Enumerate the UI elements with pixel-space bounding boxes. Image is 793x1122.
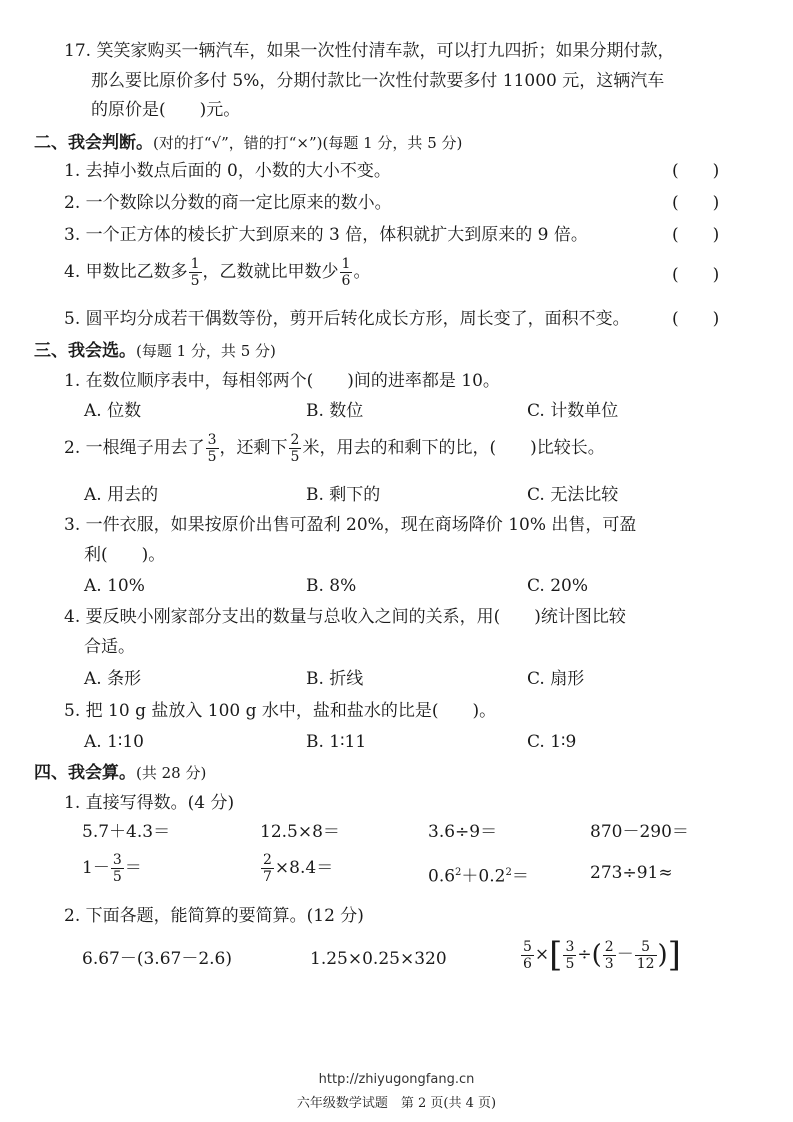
- section-4-note: (共 28 分): [136, 764, 207, 782]
- judge-answer-4[interactable]: ( ): [672, 265, 720, 285]
- left-paren: (: [591, 940, 602, 970]
- choice-q2-option-b[interactable]: B. 剩下的: [306, 485, 381, 505]
- section-3-note: (每题 1 分，共 5 分): [136, 342, 276, 360]
- calc-expr-3: $\frac{5}{6}$ ×[ $\frac{3}{5}$ ÷( $\frac{2}{3}$ － $\frac{5}{12}$ )]: [523, 935, 681, 975]
- judge-item-4-end: 。: [353, 262, 371, 282]
- fraction-two-thirds: $\frac{2}{3}$: [604, 938, 614, 972]
- judge-item-5: 5. 圆平均分成若干偶数等份，剪开后转化成长方形，周长变了，面积不变。: [64, 309, 630, 329]
- choice-q1-option-a[interactable]: A. 位数: [84, 401, 142, 421]
- judge-item-4-start: 4. 甲数比乙数多: [64, 262, 188, 282]
- calc-expr-2: 1.25×0.25×320: [310, 949, 447, 969]
- judge-answer-3[interactable]: ( ): [672, 225, 720, 245]
- calc-expr-1: 6.67－(3.67－2.6): [82, 949, 233, 969]
- choice-q2-option-a[interactable]: A. 用去的: [84, 485, 159, 505]
- judge-item-4: [64, 256, 370, 289]
- choice-q4-option-b[interactable]: B. 折线: [306, 669, 364, 689]
- calc-r1-c4: 870－290＝: [590, 822, 689, 842]
- choice-q5-option-b[interactable]: B. 1∶11: [306, 732, 367, 752]
- calc-part2-title: 2. 下面各题，能简算的要简算。(12 分): [64, 906, 364, 926]
- right-paren: ): [657, 940, 668, 970]
- choice-q4-option-c[interactable]: C. 扇形: [527, 669, 585, 689]
- fraction-five-twelfths: $\frac{5}{12}$: [636, 938, 655, 972]
- choice-q3-option-a[interactable]: A. 10%: [84, 576, 145, 596]
- q17-line2: 那么要比原价多付 5%，分期付款比一次性付款要多付 11000 元，这辆汽车: [91, 71, 665, 91]
- section-2-note: (对的打“√”，错的打“×”)(每题 1 分，共 5 分): [153, 134, 463, 152]
- judge-item-1: 1. 去掉小数点后面的 0，小数的大小不变。: [64, 161, 391, 181]
- choice-q2-stem: 2. 一根绳子用去了 $\frac{3}{5}$ ，还剩下 $\frac{2}{5}$ 米，用去的和剩下的比，( )比较长。: [64, 432, 605, 465]
- left-bracket: [: [549, 935, 563, 975]
- section-4-title: [34, 762, 206, 784]
- fraction-five-sixths: $\frac{5}{6}$: [523, 938, 532, 972]
- fraction-one-fifth: $\frac{1}{5}$: [190, 256, 200, 289]
- calc-part1-title: 1. 直接写得数。(4 分): [64, 793, 235, 813]
- fraction-two-fifths: $\frac{2}{5}$: [290, 432, 300, 465]
- footer-page-number: 六年级数学试题 第 2 页(共 4 页): [296, 1096, 497, 1111]
- choice-q4-line2: 合适。: [84, 637, 135, 657]
- footer-url[interactable]: http://zhiyugongfang.cn: [318, 1072, 475, 1087]
- calc-r2-c1: 1－ $\frac{3}{5}$ ＝: [82, 852, 142, 885]
- choice-q3-option-c[interactable]: C. 20%: [527, 576, 588, 596]
- judge-item-4-mid: ，乙数就比甲数少: [202, 262, 339, 282]
- fraction-two-sevenths: $\frac{2}{7}$: [263, 852, 272, 885]
- fraction-one-sixth: $\frac{1}{6}$: [341, 256, 351, 289]
- fraction-three-fifths: $\frac{3}{5}$: [565, 938, 575, 972]
- choice-q1-option-c[interactable]: C. 计数单位: [527, 401, 619, 421]
- judge-answer-1[interactable]: ( ): [672, 161, 720, 181]
- choice-q3-line2: 利( )。: [84, 545, 166, 565]
- section-2-title: [34, 132, 462, 154]
- calc-r1-c3: 3.6÷9＝: [428, 822, 498, 842]
- choice-q1-stem: 1. 在数位顺序表中，每相邻两个( )间的进率都是 10。: [64, 371, 500, 391]
- section-3-heading: 三、我会选。: [34, 341, 136, 361]
- choice-q5-stem: 5. 把 10 g 盐放入 100 g 水中，盐和盐水的比是( )。: [64, 701, 497, 721]
- choice-q3-option-b[interactable]: B. 8%: [306, 576, 357, 596]
- section-4-heading: 四、我会算。: [34, 763, 136, 783]
- choice-q4-option-a[interactable]: A. 条形: [84, 669, 142, 689]
- choice-q1-option-b[interactable]: B. 数位: [306, 401, 364, 421]
- fraction-three-fifths: $\frac{3}{5}$: [207, 432, 217, 465]
- calc-r2-c3: $0.6^2+0.2^2=$: [428, 866, 529, 887]
- judge-item-3: 3. 一个正方体的棱长扩大到原来的 3 倍，体积就扩大到原来的 9 倍。: [64, 225, 588, 245]
- choice-q2-option-c[interactable]: C. 无法比较: [527, 485, 619, 505]
- calc-r1-c1: 5.7＋4.3＝: [82, 822, 171, 842]
- q17-line3: 的原价是( )元。: [91, 100, 241, 120]
- right-bracket: ]: [667, 935, 681, 975]
- calc-r1-c2: 12.5×8＝: [260, 822, 340, 842]
- fraction-three-fifths: $\frac{3}{5}$: [112, 852, 122, 885]
- judge-answer-2[interactable]: ( ): [672, 193, 720, 213]
- calc-r2-c2: $\frac{2}{7}$ ×8.4＝: [263, 852, 334, 885]
- section-3-title: [34, 340, 276, 362]
- choice-q5-option-a[interactable]: A. 1∶10: [84, 732, 144, 752]
- choice-q4-line1: 4. 要反映小刚家部分支出的数量与总收入之间的关系，用( )统计图比较: [64, 607, 626, 627]
- q17-line1: 17. 笑笑家购买一辆汽车，如果一次性付清车款，可以打九四折；如果分期付款，: [64, 41, 675, 61]
- calc-r2-c4: 273÷91≈: [590, 863, 673, 883]
- choice-q5-option-c[interactable]: C. 1∶9: [527, 732, 577, 752]
- judge-item-2: 2. 一个数除以分数的商一定比原来的数小。: [64, 193, 392, 213]
- choice-q3-line1: 3. 一件衣服，如果按原价出售可盈利 20%，现在商场降价 10% 出售，可盈: [64, 515, 637, 535]
- judge-answer-5[interactable]: ( ): [672, 309, 720, 329]
- section-2-heading: 二、我会判断。: [34, 133, 153, 153]
